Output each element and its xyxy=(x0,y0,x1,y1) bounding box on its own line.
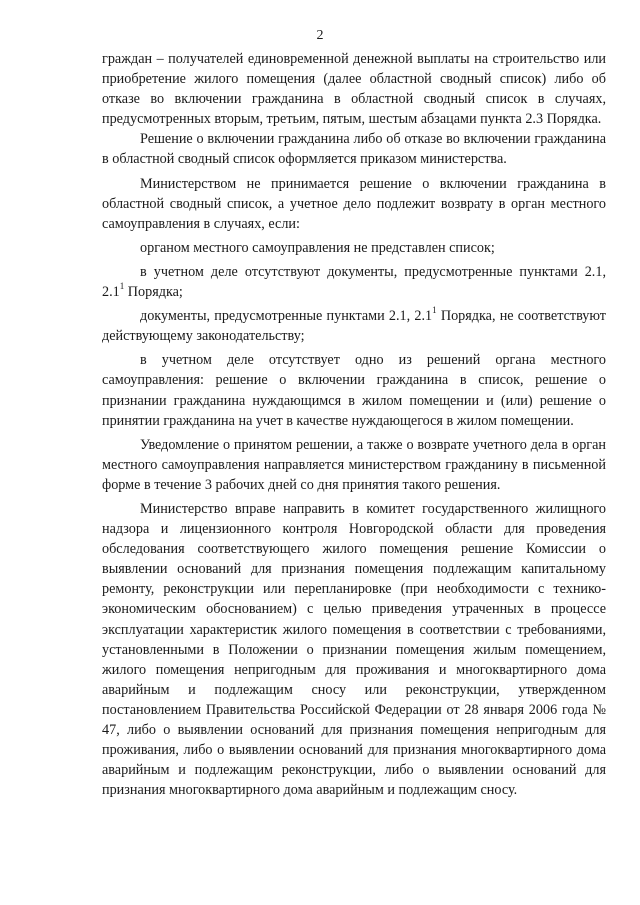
paragraph-case-missing-documents xyxy=(102,262,606,302)
superscript: 1 xyxy=(432,305,437,316)
paragraph-case-no-list: органом местного самоуправления не представлен список; xyxy=(140,239,495,256)
document-body xyxy=(102,49,606,800)
paragraph-case-missing-decision: в учетном деле отсутствует одно из решений органа местного самоуправления: решение о включении гражданина в список, решение о признании гражданина нуждающимся в жилом помещении и (или) решение о принятии гражданина на учет в качестве нуждающегося в жилом помещении. xyxy=(102,352,606,429)
paragraph-text: Порядка, не соответствуют действующему законодательству; xyxy=(102,308,606,345)
paragraph-text: Порядка; xyxy=(124,284,183,301)
superscript: 1 xyxy=(119,281,125,292)
paragraph-inspection-referral: Министерство вправе направить в комитет государственного жилищного надзора и лицензионного контроля Новгородской области для проведения обследования соответствующего жилого помещения решение Комиссии о выявлении оснований для признания помещения подлежащим капитальному ремонту, реконструкции или перепланировке (при необходимости с технико-экономическим обоснованием) с целью приведения утраченных в процессе эксплуатации характеристик жилого помещения в соответствии с требованиями, установленными в Положении о признании помещения жилым помещением, жилого помещения непригодным для проживания и многоквартирного дома аварийным и подлежащим сносу или реконструкции, утвержденном постановлением Правительства Российской Федерации от 28 января 2006 года № 47, либо о выявлении оснований для признания помещения непригодным для проживания, либо о выявлении оснований для признания многоквартирного дома аварийным и подлежащим реконструкции, либо о выявлении оснований для признания многоквартирного дома аварийным и подлежащим сносу. xyxy=(102,500,606,799)
paragraph-text: в учетном деле отсутствуют документы, предусмотренные пунктами 2.1, 2.1 xyxy=(102,263,606,301)
paragraph-notification: Уведомление о принятом решении, а также о возврате учетного дела в орган местного самоуправления направляется министерством гражданину в письменной форме в течение 3 рабочих дней со дня принятия такого решения. xyxy=(102,436,606,493)
paragraph-text: документы, предусмотренные пунктами 2.1, 2.1 xyxy=(140,308,433,325)
page-number: 2 xyxy=(316,28,324,43)
paragraph-refusal-cases: Министерством не принимается решение о включении гражданина в областной сводный список, а учетное дело подлежит возврату в орган местного самоуправления в случаях, если: xyxy=(102,175,606,232)
paragraph-decision-form: Решение о включении гражданина либо об отказе во включении гражданина в областной сводный список оформляется приказом министерства. xyxy=(102,131,606,168)
paragraph-case-invalid-documents xyxy=(102,306,606,346)
paragraph-list-definition: граждан – получателей единовременной денежной выплаты на строительство или приобретение жилого помещения (далее областной сводный список) либо об отказе во включении гражданина в областной сводный список в случаях, предусмотренных вторым, третьим, пятым, шестым абзацами пункта 2.3 Порядка. xyxy=(102,51,606,128)
